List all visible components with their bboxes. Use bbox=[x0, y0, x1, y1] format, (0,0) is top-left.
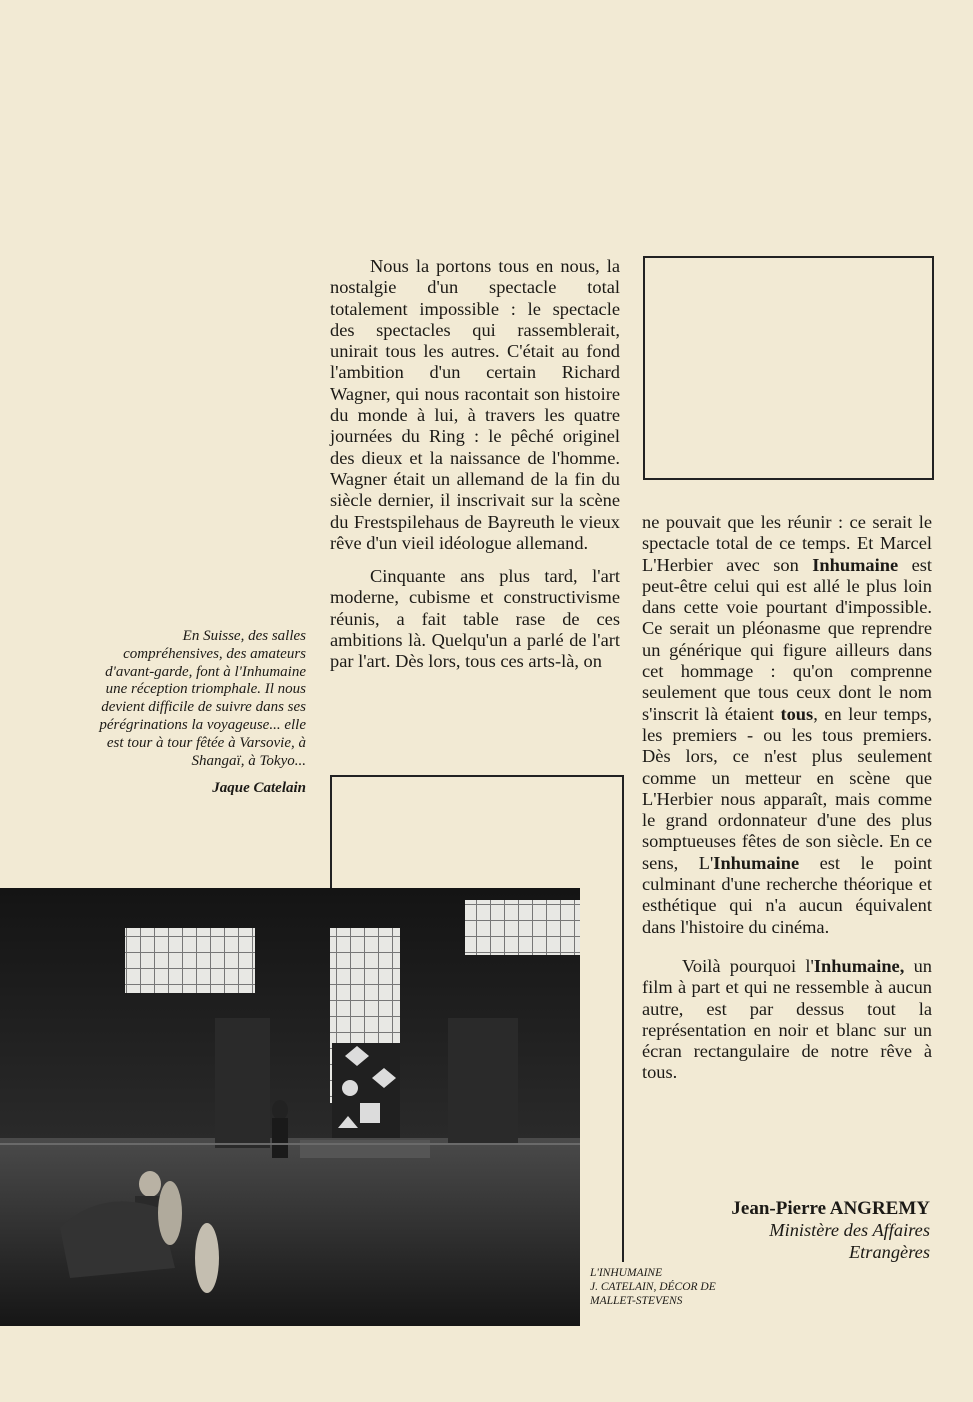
author-title-line-1: Ministère des Affaires bbox=[769, 1220, 930, 1240]
photo-caption bbox=[590, 1266, 780, 1308]
photo-caption-line-2: J. CATELAIN, DÉCOR DE bbox=[590, 1281, 716, 1293]
film-still-photo bbox=[0, 888, 580, 1326]
text-run: est peut-être celui qui est allé le plus loin dans cette voie pourtant d'impossible. Ce serait un pléonasme que reprendre un générique qui figure ailleurs dans cet hommage : qu'on comprenne seulement que tous ceux dont le nom s'inscrit là étaient bbox=[642, 554, 932, 724]
text-run: Voilà pourquoi l' bbox=[682, 955, 814, 976]
text-run: , en leur temps, les premiers - ou les tous premiers. Dès lors, ce n'est plus seulement comme un metteur en scène que L'Herbier nous apparaît, mais comme le grand ordonnateur d'une des plus somptueuses fêtes de son siècle. En ce sens, L' bbox=[642, 703, 932, 873]
text-run: est le point culminant d'une recherche théorique et esthétique qui n'a aucun équivalent dans l'histoire du cinéma. bbox=[642, 852, 932, 937]
text-run: ne pouvait que les réunir : ce serait le spectacle total de ce temps. Et Marcel L'Herbier avec son bbox=[642, 512, 932, 575]
article-middle-column bbox=[330, 256, 620, 673]
article-right-column bbox=[642, 512, 932, 1084]
article-paragraph-1: Nous la portons tous en nous, la nostalgie d'un spectacle total totalement impossible : le spectacle des spectacles qui rassemblerait, unirait tous les autres. C'était au fond l'ambition d'un certain Richard Wagner, qui nous racontait son histoire du monde à lui, à travers les quatre journées du Ring : le pêché originel des dieux et la naissance de l'homme. Wagner était un allemand de la fin du siècle dernier, il inscrivait sur la scène du Frestspilehaus de Bayreuth le vieux rêve d'un vieil idéologue allemand. bbox=[330, 256, 620, 553]
film-title: Inhumaine, bbox=[813, 955, 905, 976]
photo-caption-line-1: L'INHUMAINE bbox=[590, 1267, 663, 1279]
film-title: Inhumaine bbox=[812, 554, 899, 575]
emphasis: tous bbox=[780, 703, 814, 724]
author-signature bbox=[640, 1198, 930, 1263]
side-caption-text: En Suisse, des salles compréhensives, des amateurs d'avant-garde, font à l'Inhumaine une réception triomphale. Il nous devient difficile de suivre dans ses pérégrinations la voyageuse... elle est tour à tour fêtée à Varsovie, à Shangaï, à Tokyo... bbox=[99, 628, 306, 769]
text-run: un film à part et qui ne ressemble à aucun autre, est par dessus tout la représentation en noir et blanc sur un écran rectangulaire de notre rêve à tous. bbox=[642, 955, 932, 1083]
article-paragraph-2: Cinquante ans plus tard, l'art moderne, cubisme et constructivisme réunis, a fait table rase de ces ambitions là. Quelqu'un a parlé de l'art par l'art. Dès lors, tous ces arts-là, on bbox=[330, 566, 620, 672]
article-paragraph-3 bbox=[642, 512, 932, 938]
film-still-illustration bbox=[0, 888, 580, 1326]
author-title-line-2: Etrangères bbox=[848, 1241, 930, 1262]
top-right-empty-frame bbox=[643, 256, 934, 480]
side-caption bbox=[90, 628, 306, 798]
film-title: Inhumaine bbox=[713, 852, 800, 873]
side-caption-author: Jaque Catelain bbox=[212, 780, 306, 797]
article-paragraph-4 bbox=[642, 956, 932, 1084]
photo-caption-line-3: MALLET-STEVENS bbox=[590, 1295, 683, 1307]
author-name: Jean-Pierre ANGREMY bbox=[731, 1198, 930, 1219]
